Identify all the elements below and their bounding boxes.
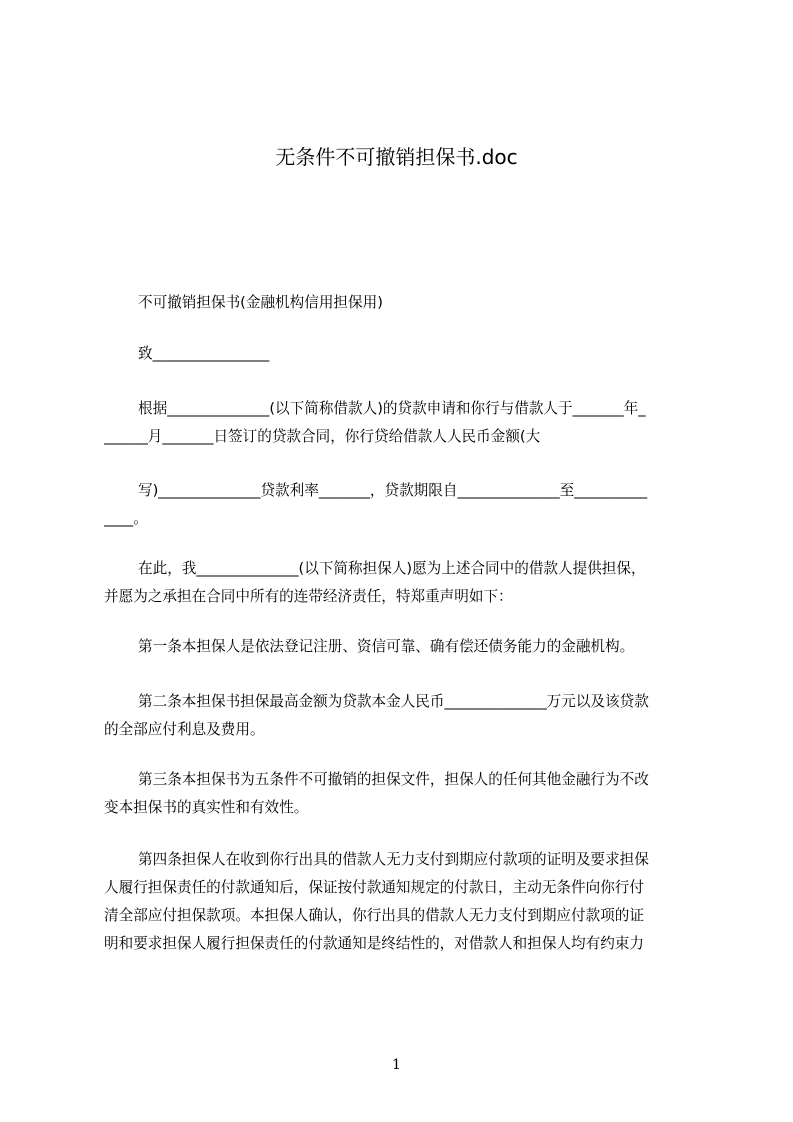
text-line: 写)______________贷款利率_______，贷款期限自______________至__________ (138, 482, 648, 499)
page-number: 1 (392, 1057, 401, 1073)
text-line: 变本担保书的真实性和有效性。 (104, 799, 309, 816)
paragraph-loan-terms (104, 477, 702, 533)
paragraph-article-4 (104, 846, 702, 958)
text-line: 清全部应付担保款项。本担保人确认，你行出具的借款人无力支付到期应付款项的证 (104, 907, 644, 924)
text-line: 并愿为之承担在合同中所有的连带经济责任，特郑重声明如下： (104, 588, 513, 605)
text-line: ____。 (104, 510, 148, 527)
text-line: ______月_______日签订的贷款合同，你行贷给借款人人民币金额(大 (104, 428, 541, 445)
text-line: 第三条本担保书为五条件不可撤销的担保文件，担保人的任何其他金融行为不改 (138, 771, 649, 788)
text-line: 不可撤销担保书(金融机构信用担保用) (138, 294, 383, 311)
document-title: 无条件不可撤销担保书.doc (275, 145, 518, 169)
paragraph-declaration (104, 555, 702, 611)
paragraph-article-1 (104, 633, 702, 661)
text-line: 人履行担保责任的付款通知后，保证按付款通知规定的付款日，主动无条件向你行付 (104, 879, 644, 896)
text-line: 致________________ (138, 345, 270, 362)
paragraph-heading (104, 289, 702, 317)
text-line: 明和要求担保人履行担保责任的付款通知是终结性的，对借款人和担保人均有约束力 (104, 935, 644, 952)
text-line: 第四条担保人在收到你行出具的借款人无力支付到期应付款项的证明及要求担保 (138, 851, 649, 868)
text-line: 第一条本担保人是依法登记注册、资信可靠、确有偿还债务能力的金融机构。 (138, 638, 635, 655)
text-line: 第二条本担保书担保最高金额为贷款本金人民币______________万元以及该贷款 (138, 693, 649, 710)
text-line: 根据______________(以下简称借款人)的贷款申请和你行与借款人于_______年_ (138, 400, 646, 417)
paragraph-recipient (104, 340, 702, 368)
paragraph-article-3 (104, 766, 702, 822)
text-line: 在此，我______________(以下简称担保人)愿为上述合同中的借款人提供担保， (138, 560, 646, 577)
text-line: 的全部应付利息及费用。 (104, 721, 265, 738)
paragraph-article-2 (104, 688, 702, 744)
paragraph-loan-basis (104, 395, 702, 451)
